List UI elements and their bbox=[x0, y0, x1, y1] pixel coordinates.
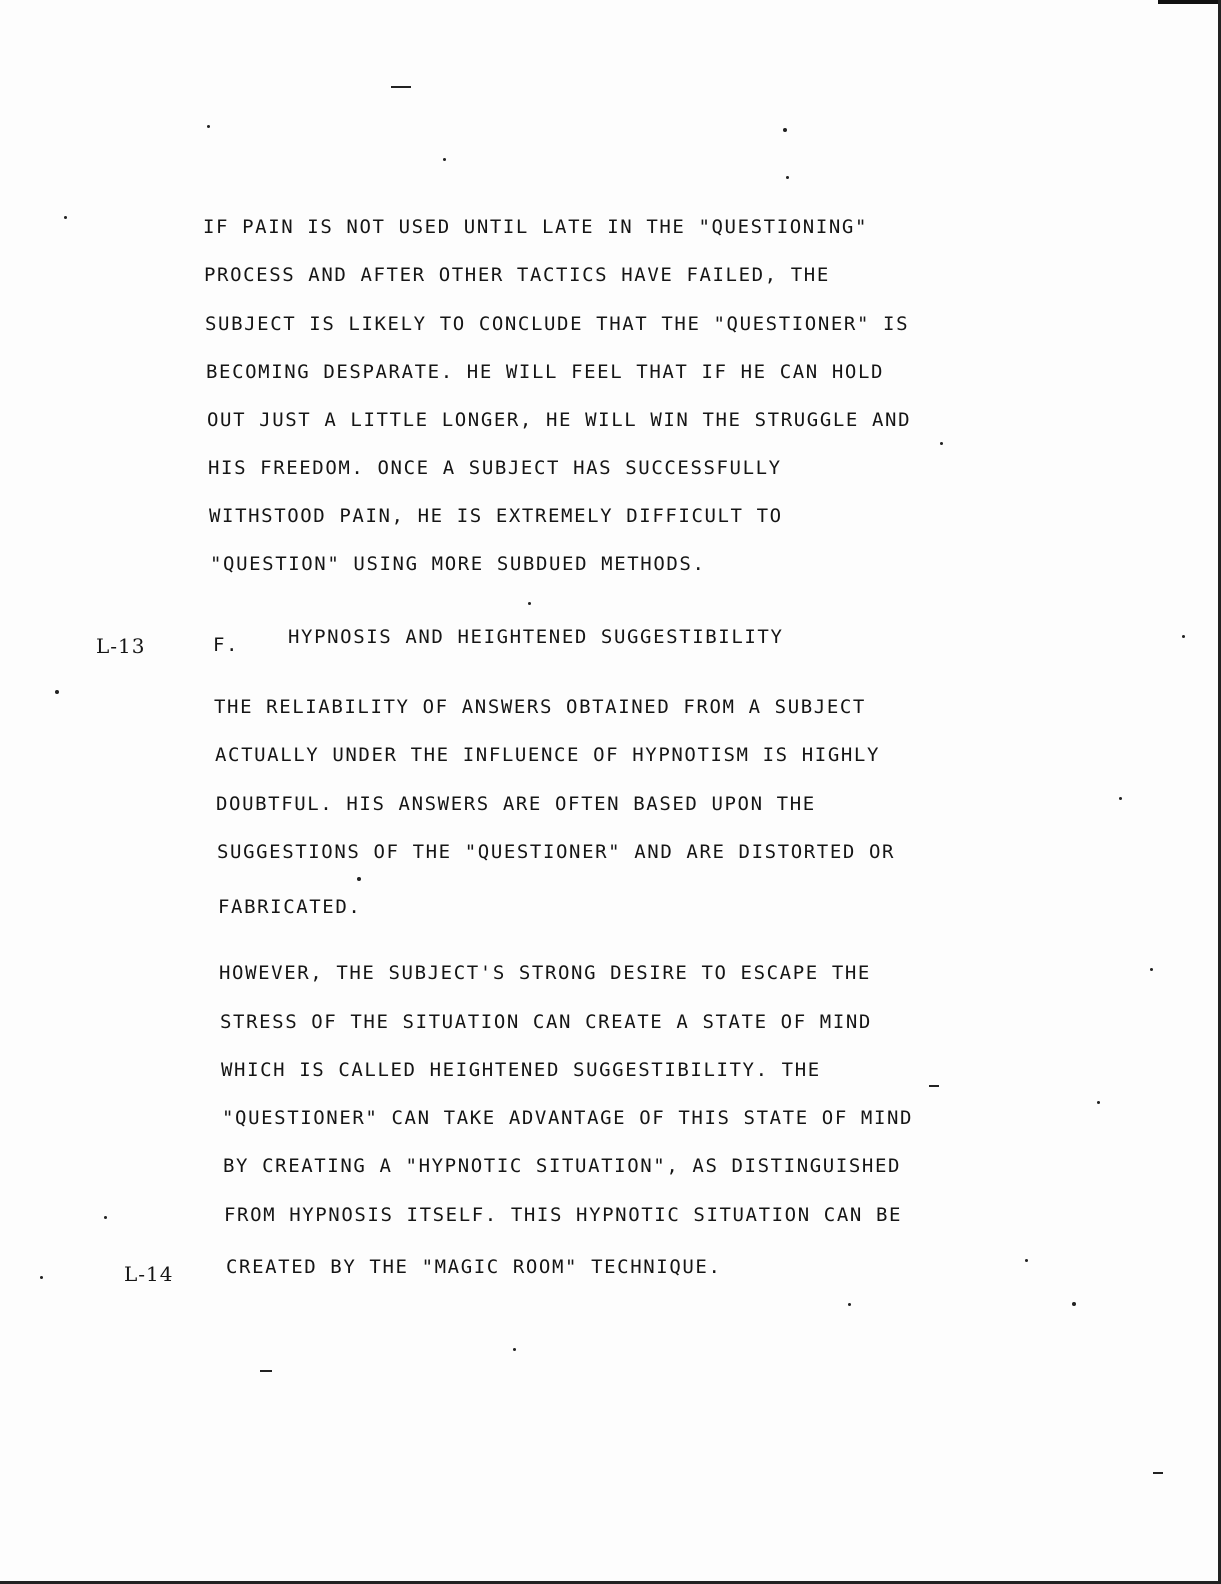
scan-speck bbox=[528, 602, 531, 605]
scan-speck bbox=[357, 877, 361, 881]
scan-speck bbox=[940, 442, 943, 445]
scan-speck bbox=[1072, 1302, 1076, 1306]
text-line: SUBJECT IS LIKELY TO CONCLUDE THAT THE "QUESTIONER" IS bbox=[205, 313, 910, 335]
scan-speck bbox=[513, 1348, 516, 1351]
scan-dash bbox=[929, 1085, 939, 1087]
scan-speck bbox=[1119, 797, 1122, 800]
scan-speck bbox=[40, 1276, 43, 1279]
section-marker: L-13 bbox=[96, 634, 146, 658]
scan-speck bbox=[848, 1303, 851, 1306]
scan-speck bbox=[783, 128, 787, 132]
section-marker: L-14 bbox=[124, 1262, 174, 1286]
scan-speck bbox=[786, 176, 789, 179]
text-line: OUT JUST A LITTLE LONGER, HE WILL WIN THE STRUGGLE AND bbox=[207, 409, 912, 431]
scan-speck bbox=[207, 125, 210, 128]
text-line: "QUESTION" USING MORE SUBDUED METHODS. bbox=[210, 553, 706, 575]
text-line: SUGGESTIONS OF THE "QUESTIONER" AND ARE DISTORTED OR bbox=[217, 841, 896, 863]
section-letter: F. bbox=[213, 634, 240, 656]
text-line: WITHSTOOD PAIN, HE IS EXTREMELY DIFFICULT TO bbox=[209, 505, 783, 527]
text-line: DOUBTFUL. HIS ANSWERS ARE OFTEN BASED UPON THE bbox=[216, 793, 816, 815]
scan-dash bbox=[260, 1370, 272, 1372]
scan-dash bbox=[1153, 1472, 1163, 1474]
scan-speck bbox=[443, 158, 446, 161]
scan-speck bbox=[1150, 968, 1153, 971]
section-heading: HYPNOSIS AND HEIGHTENED SUGGESTIBILITY bbox=[288, 626, 784, 648]
text-line: BECOMING DESPARATE. HE WILL FEEL THAT IF HE CAN HOLD bbox=[206, 361, 885, 383]
text-line: PROCESS AND AFTER OTHER TACTICS HAVE FAILED, THE bbox=[204, 264, 830, 286]
scan-speck bbox=[1097, 1101, 1100, 1104]
text-line: THE RELIABILITY OF ANSWERS OBTAINED FROM A SUBJECT bbox=[214, 696, 866, 718]
scan-speck bbox=[1025, 1259, 1028, 1262]
text-line: FABRICATED. bbox=[218, 896, 362, 918]
scan-speck bbox=[104, 1216, 107, 1219]
text-line: HIS FREEDOM. ONCE A SUBJECT HAS SUCCESSFULLY bbox=[208, 457, 782, 479]
scan-speck bbox=[1182, 635, 1185, 638]
text-line: STRESS OF THE SITUATION CAN CREATE A STATE OF MIND bbox=[220, 1011, 872, 1033]
text-line: FROM HYPNOSIS ITSELF. THIS HYPNOTIC SITUATION CAN BE bbox=[224, 1204, 903, 1226]
text-line: HOWEVER, THE SUBJECT'S STRONG DESIRE TO ESCAPE THE bbox=[219, 962, 871, 984]
text-line: IF PAIN IS NOT USED UNTIL LATE IN THE "QUESTIONING" bbox=[203, 216, 868, 238]
scan-speck bbox=[55, 690, 59, 694]
scan-dash bbox=[391, 86, 411, 88]
text-line: WHICH IS CALLED HEIGHTENED SUGGESTIBILITY. THE bbox=[221, 1059, 821, 1081]
text-line: CREATED BY THE "MAGIC ROOM" TECHNIQUE. bbox=[226, 1256, 722, 1278]
scan-corner-mark bbox=[1158, 0, 1218, 4]
text-line: ACTUALLY UNDER THE INFLUENCE OF HYPNOTISM IS HIGHLY bbox=[215, 744, 880, 766]
scan-speck bbox=[64, 216, 67, 219]
text-line: BY CREATING A "HYPNOTIC SITUATION", AS DISTINGUISHED bbox=[223, 1155, 902, 1177]
text-line: "QUESTIONER" CAN TAKE ADVANTAGE OF THIS STATE OF MIND bbox=[222, 1107, 914, 1129]
